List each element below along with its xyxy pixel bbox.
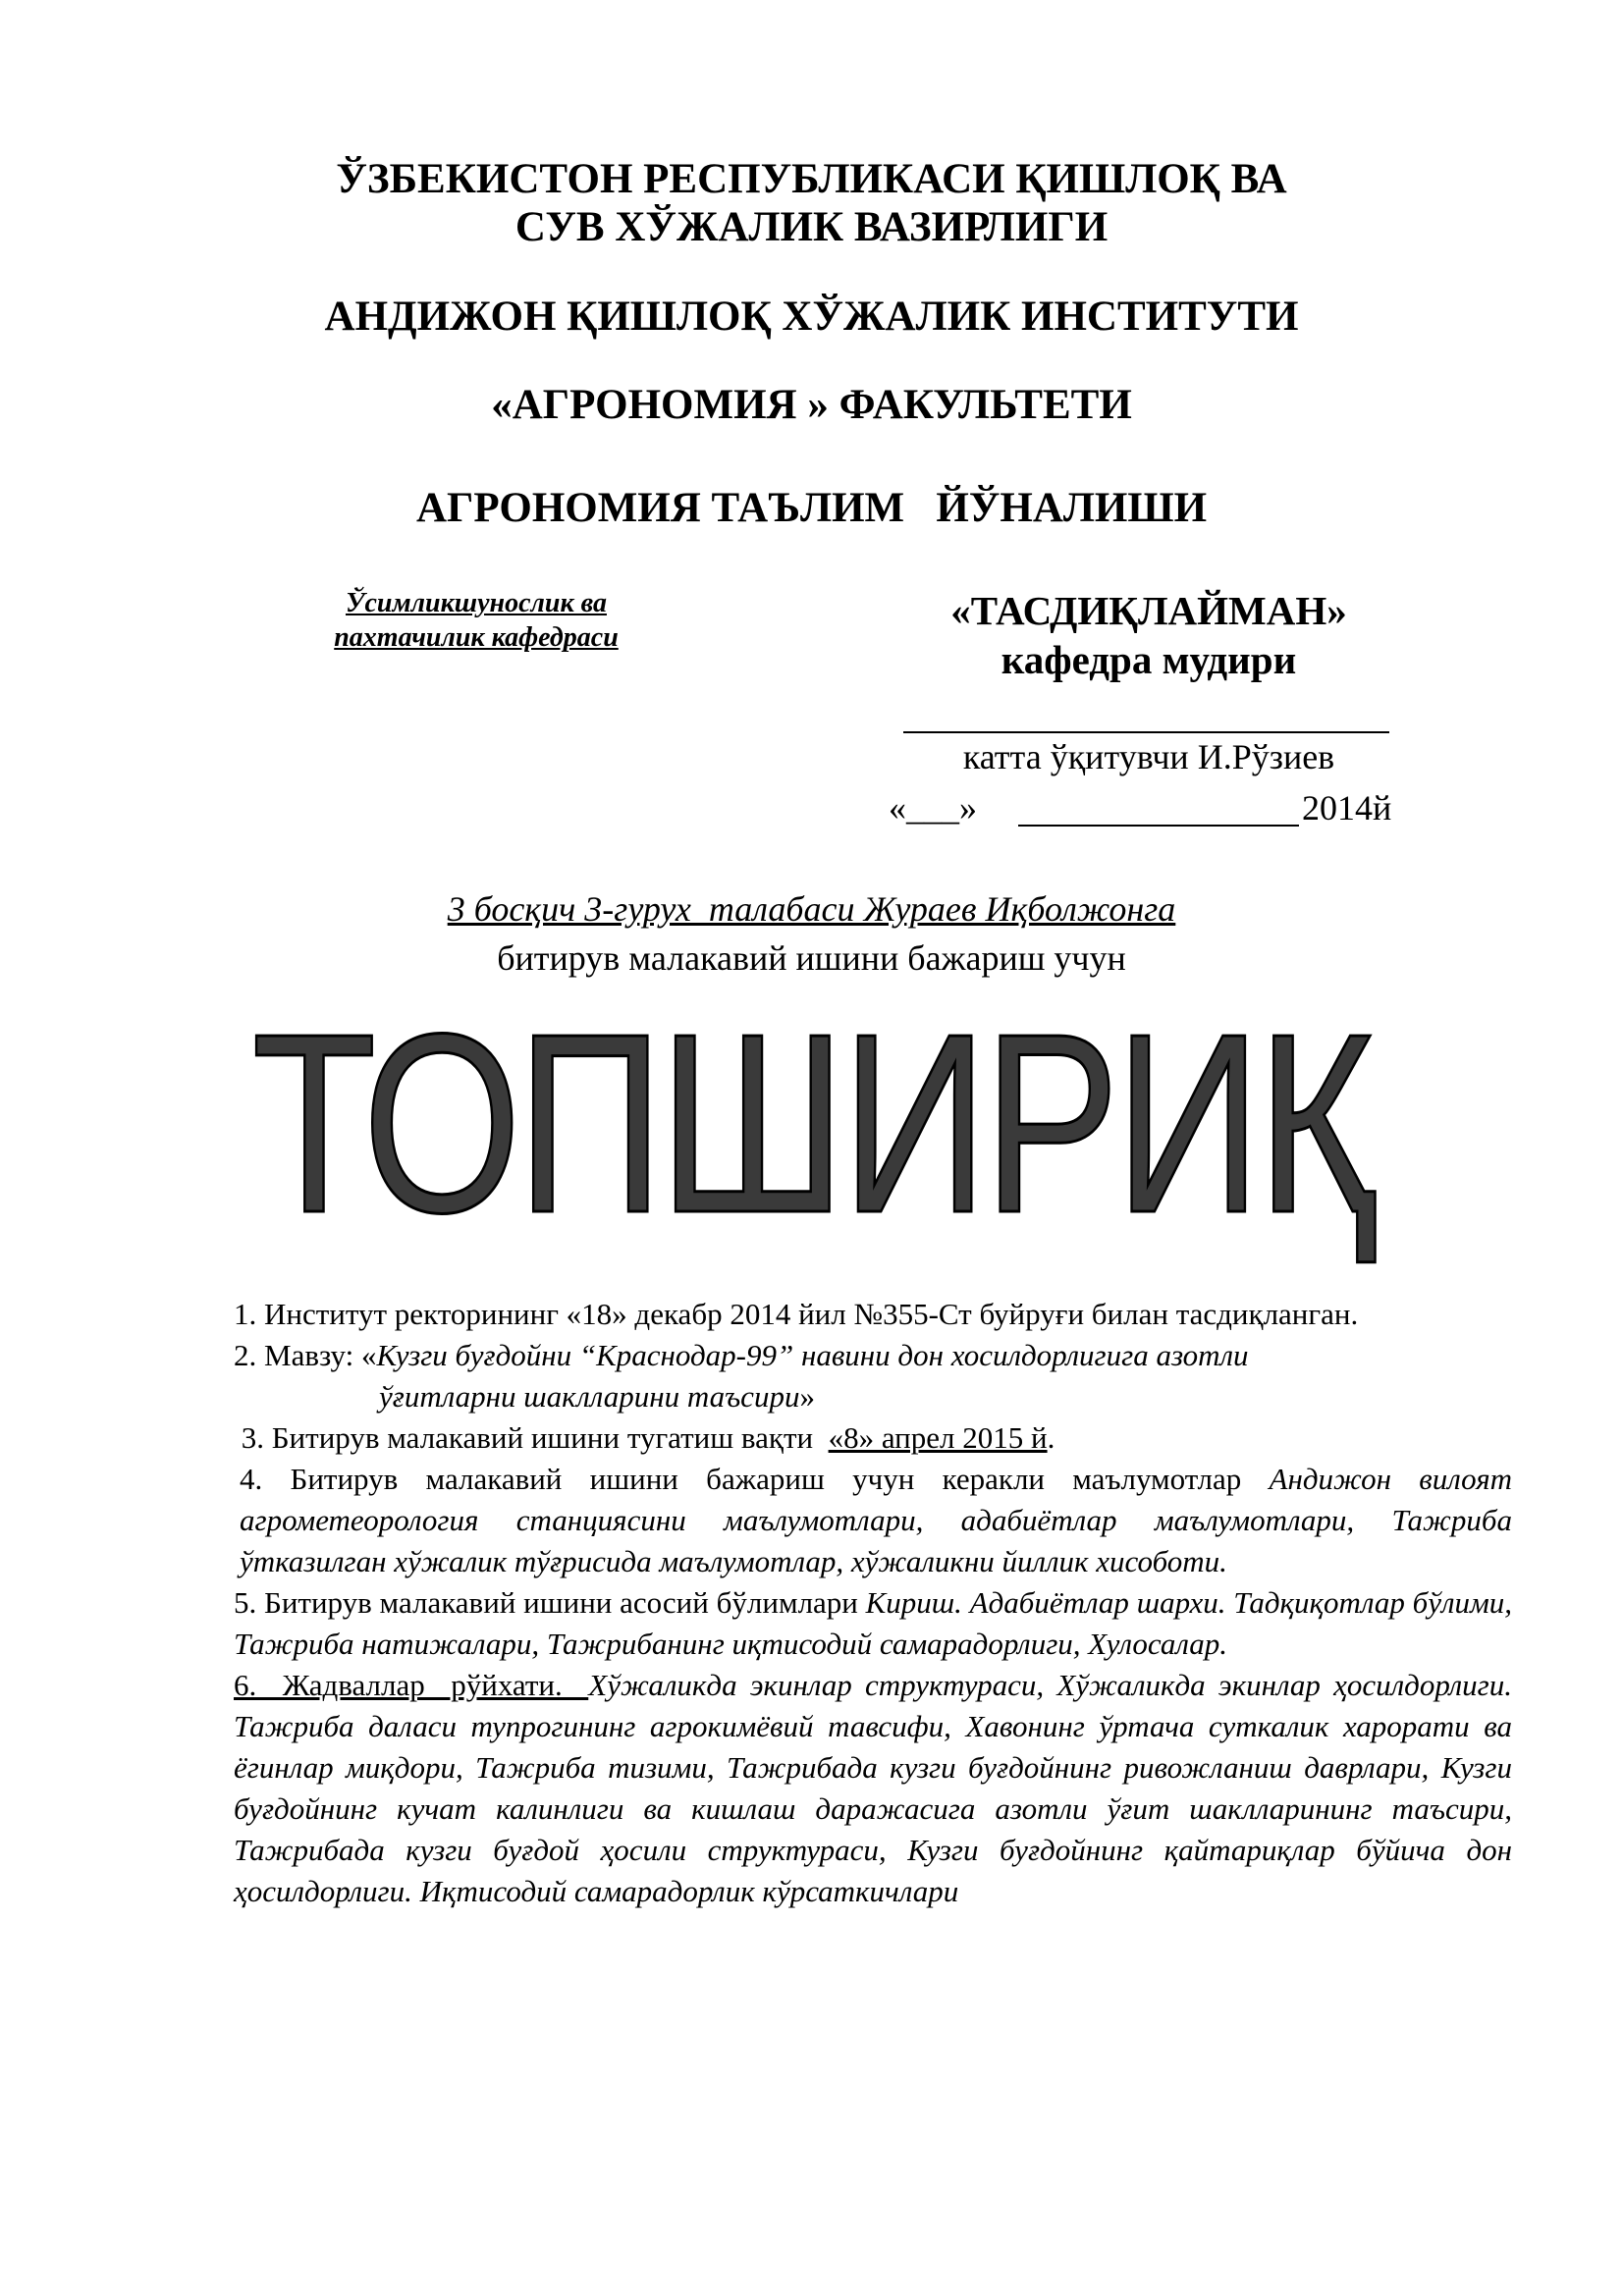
document-title: ТОПШИРИҚ [251, 982, 1372, 1266]
direction-heading: АГРОНОМИЯ ТАЪЛИМ ЙЎНАЛИШИ [415, 485, 1208, 531]
task-5-label: 5. Битирув малакавий ишини асосий бўлимлари [234, 1585, 866, 1620]
task-1-text: 1. Институт ректорининг «18» декабр 2014 йил №355-Ст буйруғи билан тасдиқланган. [234, 1297, 1359, 1331]
task-2-topic-cont: ўғитларни шаклларини таъсири [379, 1379, 800, 1414]
faculty-heading: «АГРОНОМИЯ » ФАКУЛЬТЕТИ [491, 382, 1132, 428]
approval-signer: катта ўқитувчи И.Рўзиев [962, 737, 1335, 776]
task-2-topic: Кузги буғдойни “Краснодар-99” навини дон хосилдорлигига азотли [376, 1338, 1249, 1372]
task-item-1 [234, 1294, 1512, 1335]
student-line [0, 888, 1623, 930]
task-item-3 [234, 1417, 1512, 1459]
ministry-line-1: ЎЗБЕКИСТОН РЕСПУБЛИКАСИ ҚИШЛОҚ ВА [336, 156, 1287, 202]
approval-position: кафедра мудири [1001, 637, 1297, 682]
department-name [280, 586, 673, 655]
task-item-4 [234, 1459, 1512, 1582]
approval-title: «ТАСДИҚЛАЙМАН» [950, 588, 1347, 633]
task-item-2-cont [234, 1376, 1512, 1417]
task-list [234, 1294, 1512, 1912]
task-item-5 [234, 1582, 1512, 1665]
department-line-1: Ўсимликшунослик ва [346, 588, 607, 618]
institute-heading: АНДИЖОН ҚИШЛОҚ ХЎЖАЛИК ИНСТИТУТИ [324, 294, 1299, 340]
task-6-content: Хўжаликда экинлар структураси, Хўжаликда экинлар ҳосилдорлиги. Тажриба даласи тупрогининг агрокимёвий тавсифи, Хавонинг ўртача суткалик харорати ва ёгинлар миқдори, Тажриба тизими, Тажрибада кузги буғдойнинг ривожланиш даврлари, Кузги буғдойнинг кучат калинлиги ва кишлаш даражасига азотли ўғит шаклларининг таъсири, Тажрибада кузги буғдой ҳосили структураси, Кузги буғдойнинг қайтариқлар бўйича дон ҳосилдорлиги. Иқтисодий самарадорлик кўрсаткичлари [234, 1668, 1512, 1908]
ministry-heading [0, 155, 1623, 252]
task-6-label: 6. Жадваллар рўйхати. [234, 1668, 589, 1702]
task-3-date: «8» апрел 2015 й [828, 1420, 1048, 1455]
task-2-label: 2. Мавзу: « [234, 1338, 377, 1372]
approval-date-year: 2014й [1302, 788, 1392, 828]
student-purpose: битирув малакавий ишини бажариш учун [497, 938, 1126, 978]
task-2-close: » [799, 1379, 815, 1414]
task-4-label: 4. Битирув малакавий ишини бажариш учун керакли маълумотлар [240, 1462, 1270, 1496]
task-3-label: 3. Битирув малакавий ишини тугатиш вақти [234, 1420, 829, 1455]
task-3-end: . [1047, 1420, 1055, 1455]
task-item-6 [234, 1665, 1512, 1912]
ministry-line-2: СУВ ХЎЖАЛИК ВАЗИРЛИГИ [514, 204, 1109, 251]
student-name: 3 босқич 3-гурух талабаси Жураев Иқболжонга [447, 889, 1176, 929]
date-blank-line [1018, 825, 1299, 827]
task-item-2 [234, 1335, 1512, 1376]
approval-date-prefix: «___» [889, 788, 986, 828]
task-4-content: Андижон вилоят агрометеорология станциясини маълумотлари, адабиётлар маълумотлари, Тажриба ўтказилган хўжалик тўғрисида маълумотлар, хўжаликни йиллик хисоботи. [240, 1462, 1512, 1578]
signature-line [903, 731, 1389, 733]
department-line-2: пахтачилик кафедраси [334, 622, 619, 653]
task-5-content: Кириш. Адабиётлар шархи. Тадқиқотлар бўлими, Тажриба натижалари, Тажрибанинг иқтисодий самарадорлиги, Хулосалар. [234, 1585, 1512, 1661]
